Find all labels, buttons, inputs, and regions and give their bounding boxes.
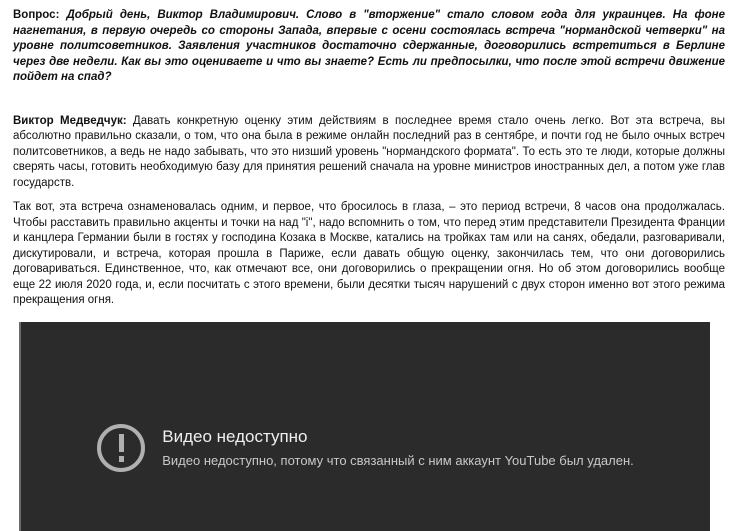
exclamation-dot xyxy=(119,456,124,462)
video-error-text xyxy=(162,427,634,469)
video-unavailable-message xyxy=(97,424,634,472)
answer-continued-text: Так вот, эта встреча ознаменовалась одним, и первое, что бросилось в глаза, – это период встречи, 8 часов она продолжалась. Чтобы расставить правильно акценты и точки на над "i", надо вспомнить о том, что перед этим представители Президента Франции и канцлера Германии были в гостях у господина Козака в Москве, катались на тройках там или на санях, обедали, разговаривали, дискутировали, и встреча, которая прошла в Париже, если давать общую оценку, закончилась тем, что они договорились договариваться. Единственное, что, как отмечают все, они договорились о прекращении огня. Но об этом договорились вообще еще 22 июля 2020 года, и, если посчитать с этого времени, были десятки тысяч нарушений с двух сторон именно вот этого режима прекращения огня. xyxy=(13,201,725,306)
question-paragraph xyxy=(13,8,725,86)
video-embed[interactable] xyxy=(19,322,710,531)
video-error-subtitle: Видео недоступно, потому что связанный с ним аккаунт YouTube был удален. xyxy=(162,453,634,468)
exclamation-circle-icon xyxy=(97,424,145,472)
answer-continued-paragraph xyxy=(13,200,725,309)
question-label: Вопрос: xyxy=(13,9,60,21)
question-text: Добрый день, Виктор Владимирович. Слово в "вторжение" стало словом года для украинцев. На фоне нагнетания, в первую очередь со стороны Запада, впервые с осени состоялась встреча "нормандской четверки" на уровне политсоветников. Заявления участников достаточно сдержанные, договорились встретиться в Берлине через две недели. Как вы это оцениваете и что вы знаете? Есть ли предпосылки, что после этой встречи движение пойдет на спад? xyxy=(13,9,725,83)
speaker-name-label: Виктор Медведчук: xyxy=(13,114,127,127)
answer-paragraph xyxy=(13,114,725,192)
video-error-title: Видео недоступно xyxy=(162,427,308,446)
answer-text: Давать конкретную оценку этим действиям в последнее время стало очень легко. Вот эта встреча, вы абсолютно правильно сказали, о том, что она была в режиме онлайн последний раз в сентябре, и почти год не было очных встреч политсоветников, а ведь не надо забывать, что это низший уровень "нормандского формата". То есть это те люди, которые должны сверять часы, готовить необходимую базу для принятия решений сначала на уровне министров иностранных дел, а потом уже глав государств. xyxy=(13,114,725,189)
exclamation-bar xyxy=(119,434,124,452)
